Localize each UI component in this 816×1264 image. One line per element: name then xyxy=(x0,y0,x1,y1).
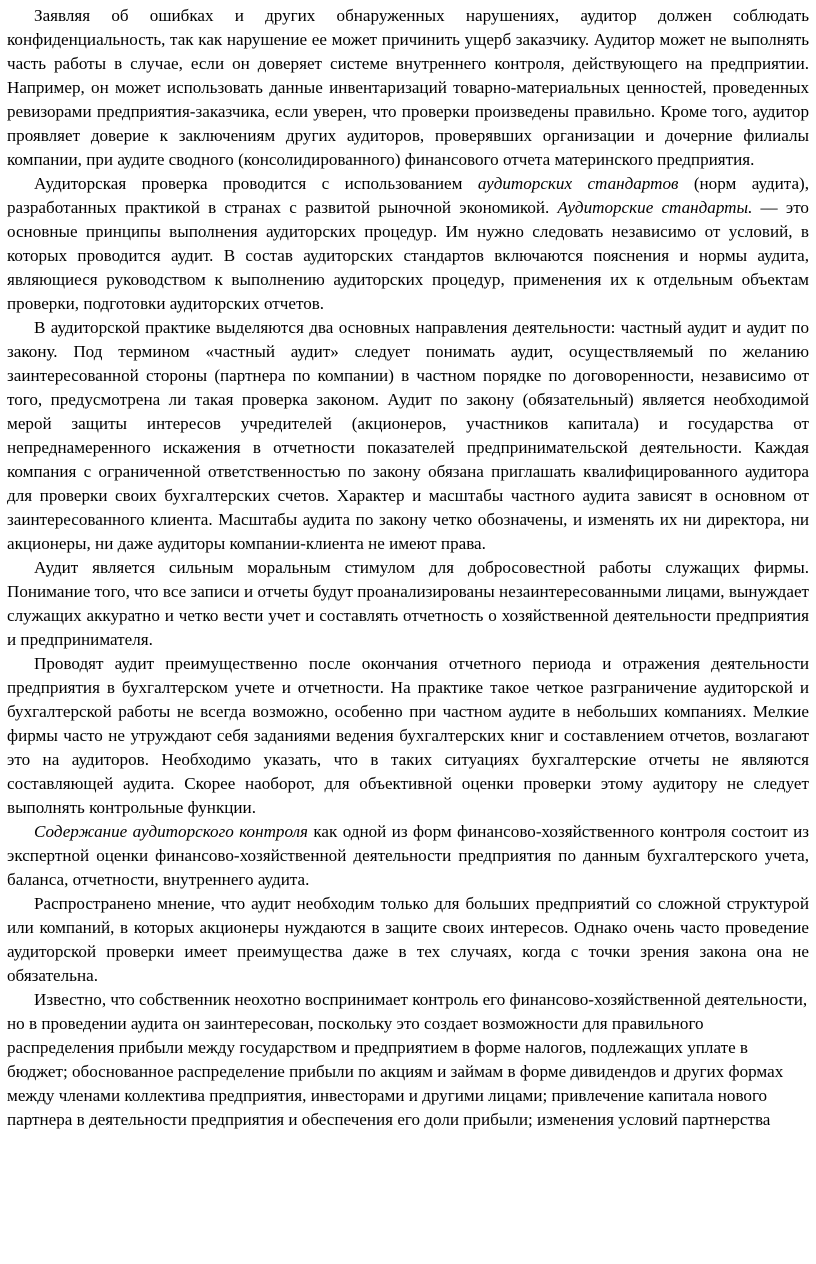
text-span: Аудит является сильным моральным стимулом для добросовестной работы служащих фирмы. Понимание того, что все записи и отчеты будут проанализированы незаинтересованными лицами, вынуждает служащих аккуратно и четко вести учет и составлять отчетность о хозяйственной деятельности предприятия и предпринимателя. xyxy=(7,558,809,649)
paragraph-owner-interest xyxy=(7,988,809,1132)
text-span: как одной из форм финансово-хозяйственного контроля состоит из экспертной оценки финансово-хозяйственной деятельности предприятия по данным бухгалтерского учета, баланса, отчетности, внутреннего аудита. xyxy=(7,822,809,889)
paragraph-audit-directions xyxy=(7,316,809,556)
text-span: — это основные принципы выполнения аудиторских процедур. Им нужно следовать независимо от условий, в которых проводится аудит. В состав аудиторских стандартов включаются пояснения и нормы аудита, являющиеся руководством к выполнению аудиторских процедур, применения их к отдельным объектам проверки, подготовки аудиторских отчетов. xyxy=(7,198,809,313)
text-span: Аудиторская проверка проводится с использованием xyxy=(34,174,478,193)
text-span: (норм аудита), разработанных практикой в странах с развитой рыночной экономикой. xyxy=(7,174,809,217)
text-span: В аудиторской практике выделяются два основных направления деятельности: частный аудит и аудит по закону. Под термином «частный аудит» следует понимать аудит, осуществляемый по желанию заинтересованной стороны (партнера по компании) в частном порядке по договоренности, независимо от того, предусмотрена ли такая проверка законом. Аудит по закону (обязательный) является необходимой мерой защиты интересов учредителей (акционеров, участников капитала) и государства от непреднамеренного искажения в отчетности показателей предпринимательской деятельности. Каждая компания с ограниченной ответственностью по закону обязана приглашать квалифицированного аудитора для проверки своих бухгалтерских счетов. Характер и масштабы частного аудита зависят в основном от заинтересованного клиента. Масштабы аудита по закону четко обозначены, и изменять их ни директора, ни акционеры, ни даже аудиторы компании-клиента не имеют права. xyxy=(7,318,809,553)
paragraph-confidentiality xyxy=(7,4,809,172)
paragraph-common-opinion xyxy=(7,892,809,988)
paragraph-audit-standards xyxy=(7,172,809,316)
text-span: Заявляя об ошибках и других обнаруженных нарушениях, аудитор должен соблюдать конфиденциальность, так как нарушение ее может причинить ущерб заказчику. Аудитор может не выполнять часть работы в случае, если он доверяет системе внутреннего контроля, действующего на предприятии. Например, он может использовать данные инвентаризаций товарно-материальных ценностей, проведенных ревизорами предприятия-заказчика, если уверен, что проверки произведены правильно. Кроме того, аудитор проявляет доверие к заключениям других аудиторов, проверявших организации и дочерние филиалы компании, при аудите сводного (консолидированного) финансового отчета материнского предприятия. xyxy=(7,6,809,169)
text-span: Распространено мнение, что аудит необходим только для больших предприятий со сложной структурой или компаний, в которых акционеры нуждаются в защите своих интересов. Однако очень часто проведение аудиторской проверки имеет преимущества даже в тех случаях, когда с точки зрения закона она не обязательна. xyxy=(7,894,809,985)
text-span: Проводят аудит преимущественно после окончания отчетного периода и отражения деятельности предприятия в бухгалтерском учете и отчетности. На практике такое четкое разграничение аудиторской и бухгалтерской работы не всегда возможно, особенно при частном аудите в небольших компаниях. Мелкие фирмы часто не утруждают себя заданиями ведения бухгалтерских книг и составлением отчетов, возлагают это на аудиторов. Необходимо указать, что в таких ситуациях бухгалтерские отчеты не являются составляющей аудита. Скорее наоборот, для объективной оценки проверки этому аудитору не следует выполнять контрольные функции. xyxy=(7,654,809,817)
paragraph-moral-stimulus xyxy=(7,556,809,652)
text-span: Известно, что собственник неохотно воспринимает контроль его финансово-хозяйственной деятельности, но в проведении аудита он заинтересован, поскольку это создает возможности для правильного распределения прибыли между государством и предприятием в форме налогов, подлежащих уплате в бюджет; обоснованное распределение прибыли по акциям и займам в форме дивидендов и других формах между членами коллектива предприятия, инвесторами и другими лицами; привлечение капитала нового партнера в деятельности предприятия и обеспечения его доли прибыли; изменения условий партнерства xyxy=(7,990,808,1129)
paragraph-audit-content xyxy=(7,820,809,892)
italic-term: аудиторских стандартов xyxy=(477,174,679,193)
italic-term: Аудиторские стандарты. xyxy=(557,198,753,217)
italic-term: Содержание аудиторского контроля xyxy=(34,822,308,841)
paragraph-audit-timing xyxy=(7,652,809,820)
